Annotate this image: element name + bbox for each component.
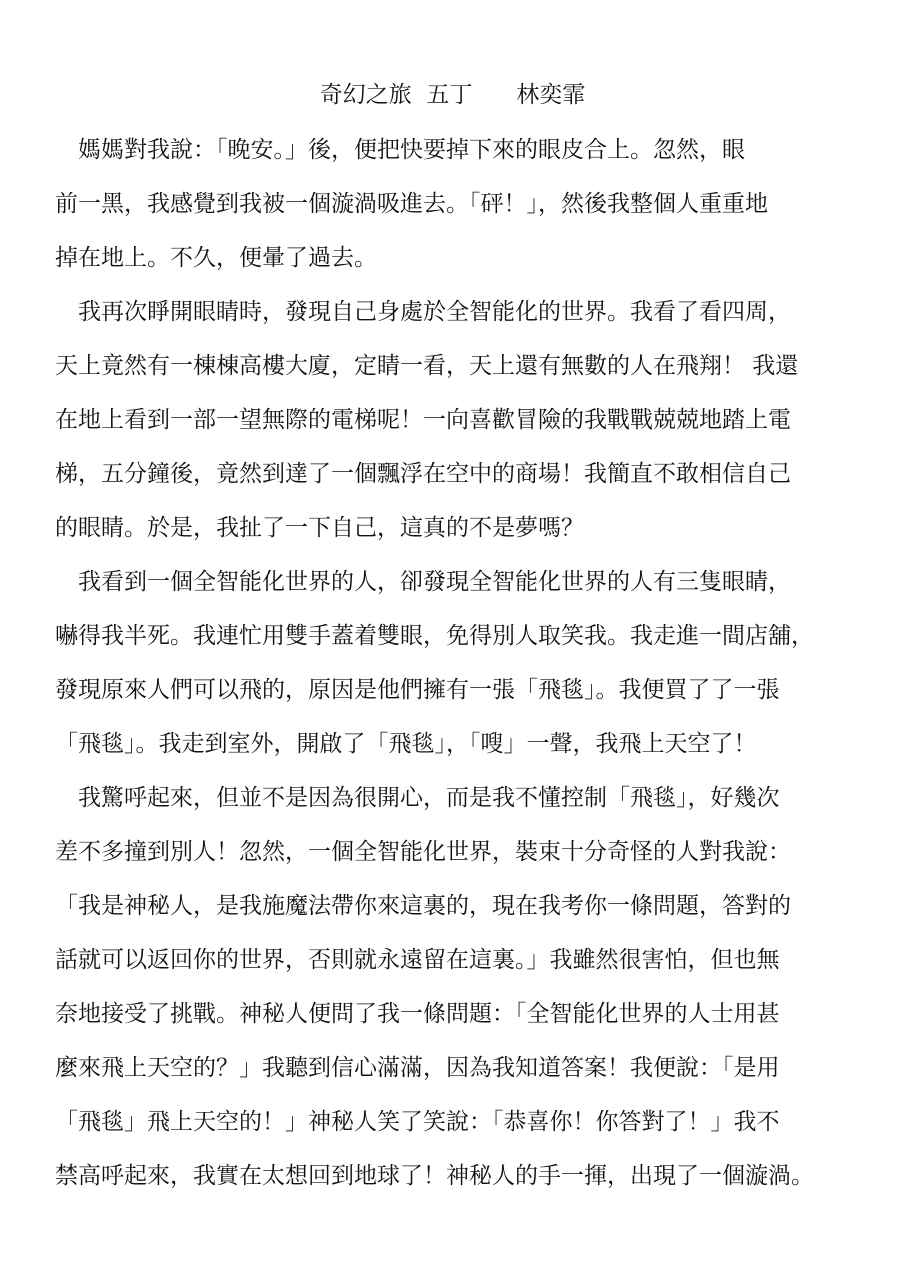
document-title: 奇幻之旅 五丁 林奕霏 — [319, 82, 586, 108]
text-line: 的眼睛。於是，我扯了一下自己，這真的不是夢嗎？ — [55, 515, 584, 541]
text-line: 「飛毯」飛上天空的！」神秘人笑了笑說：「恭喜你！你答對了！」我不 — [55, 1109, 780, 1135]
text-line: 麼來飛上天空的？」我聽到信心滿滿，因為我知道答案！我便說：「是用 — [55, 1055, 780, 1081]
text-line: 媽媽對我說：「晚安。」後，便把快要掉下來的眼皮合上。忽然，眼 — [55, 137, 745, 163]
text-line: 我再次睜開眼睛時，發現自己身處於全智能化的世界。我看了看四周， — [55, 299, 791, 325]
text-line: 我驚呼起來，但並不是因為很開心，而是我不懂控制「飛毯」，好幾次 — [55, 785, 780, 811]
text-line: 我看到一個全智能化世界的人，卻發現全智能化世界的人有三隻眼睛， — [55, 569, 791, 595]
text-line: 嚇得我半死。我連忙用雙手蓋着雙眼，免得別人取笑我。我走進一間店舖， — [55, 623, 814, 649]
text-line: 話就可以返回你的世界，否則就永遠留在這裏。」我雖然很害怕，但也無 — [55, 947, 780, 973]
text-line: 掉在地上。不久，便暈了過去。 — [55, 245, 377, 271]
text-line: 發現原來人們可以飛的，原因是他們擁有一張「飛毯」。我便買了了一張 — [55, 677, 780, 703]
text-line: 禁高呼起來，我實在太想回到地球了！神秘人的手一揮，出現了一個漩渦。 — [55, 1163, 814, 1189]
text-line: 梯，五分鐘後，竟然到達了一個飄浮在空中的商場！我簡直不敢相信自己 — [55, 461, 791, 487]
text-line: 「我是神秘人，是我施魔法帶你來這裏的，現在我考你一條問題，答對的 — [55, 893, 791, 919]
text-line: 在地上看到一部一望無際的電梯呢！一向喜歡冒險的我戰戰兢兢地踏上電 — [55, 407, 791, 433]
text-line: 天上竟然有一棟棟高樓大廈，定睛一看，天上還有無數的人在飛翔！ 我還 — [55, 353, 799, 379]
text-line: 「飛毯」。我走到室外，開啟了「飛毯」，「嗖」一聲，我飛上天空了！ — [55, 731, 757, 757]
text-line: 差不多撞到別人！忽然，一個全智能化世界，裝束十分奇怪的人對我說： — [55, 839, 791, 865]
text-line: 前一黑，我感覺到我被一個漩渦吸進去。「砰！」，然後我整個人重重地 — [55, 191, 768, 217]
text-line: 奈地接受了挑戰。神秘人便問了我一條問題：「全智能化世界的人士用甚 — [55, 1001, 780, 1027]
